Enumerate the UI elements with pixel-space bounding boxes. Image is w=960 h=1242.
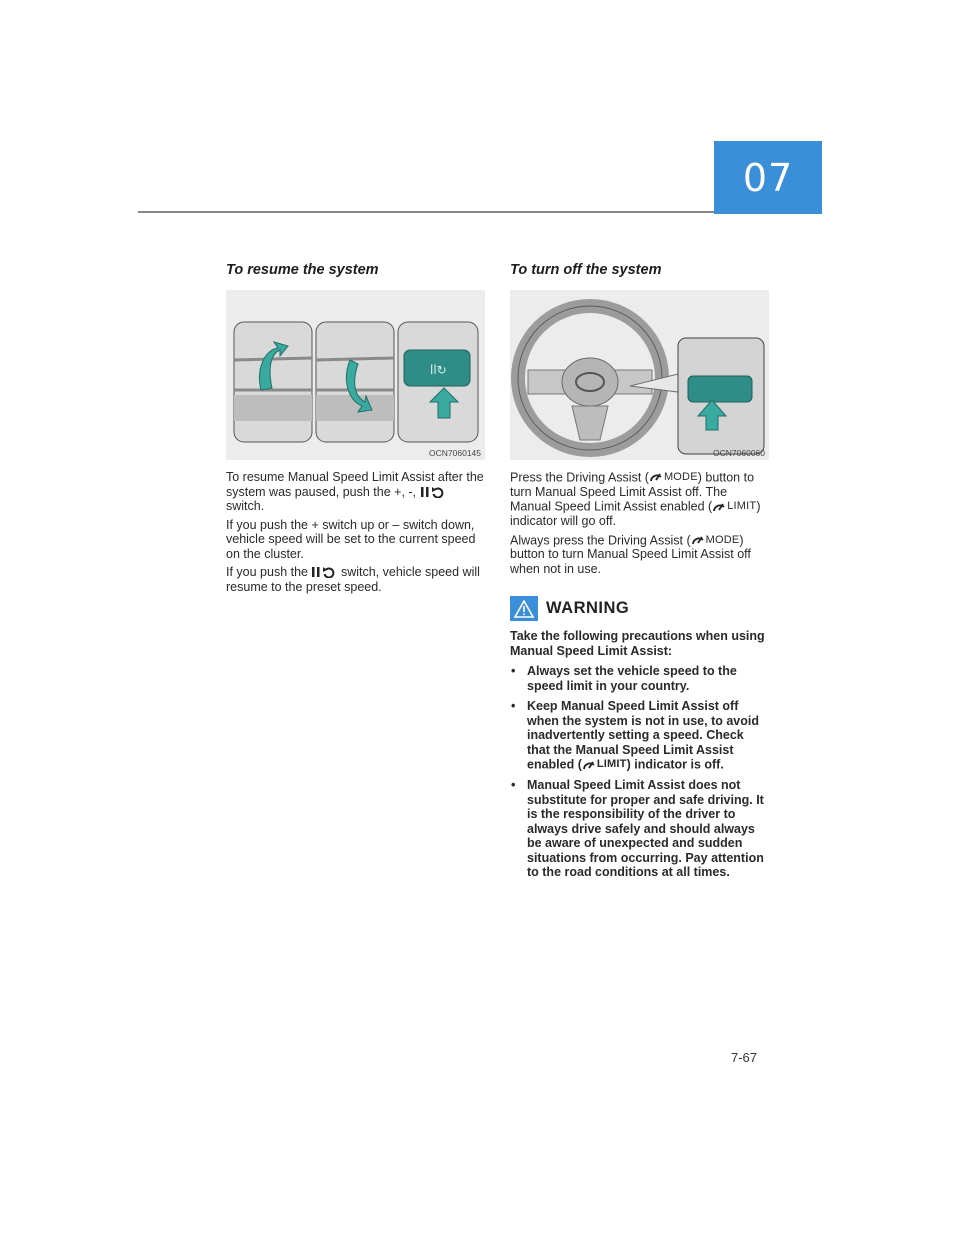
chapter-number: 07: [742, 155, 794, 200]
resume-switch-illustration: [226, 290, 485, 460]
limit-indicator-icon: LIMIT: [582, 757, 627, 772]
driving-assist-icon: MODE: [649, 470, 698, 485]
resume-switch-icon: [311, 566, 337, 578]
resume-switch-icon: [420, 486, 446, 498]
steering-wheel: [518, 306, 662, 450]
resume-paragraph-1: To resume Manual Speed Limit Assist after the system was paused, push the +, -, switch.: [226, 470, 484, 513]
figure-code: OCN7060060: [713, 448, 765, 458]
left-column: [226, 262, 486, 598]
steering-wheel-illustration: [510, 290, 769, 460]
resume-paragraph-3: If you push the switch, vehicle speed will resume to the preset speed.: [226, 565, 480, 594]
warning-intro: Take the following precautions when using Manual Speed Limit Assist:: [510, 629, 765, 658]
turn-off-heading: To turn off the system: [510, 262, 662, 278]
right-column: [510, 262, 770, 886]
warning-icon: [510, 596, 538, 621]
panel-press: [398, 322, 478, 442]
warning-item: • Keep Manual Speed Limit Assist off when the system is not in use, to avoid inadvertently setting a speed. Check that the Manual Speed Limit Assist enabled ( LIMIT ) indicator is off.: [511, 699, 759, 772]
warning-title: WARNING: [546, 599, 630, 618]
panel-up: [234, 322, 312, 442]
resume-heading: To resume the system: [226, 262, 379, 278]
resume-figure: [226, 290, 485, 460]
resume-paragraph-2: If you push the + switch up or – switch down, vehicle speed will be set to the current speed on the cluster.: [226, 517, 476, 561]
panel-down: [316, 322, 394, 442]
page-number: 7-67: [731, 1050, 758, 1065]
driving-assist-icon: MODE: [691, 533, 740, 548]
limit-indicator-icon: LIMIT: [712, 499, 756, 514]
turn-off-paragraph-2: Always press the Driving Assist ( MODE ) button to turn Manual Speed Limit Assist off when not in use.: [510, 532, 751, 576]
button-detail: [678, 338, 764, 454]
warning-header: [510, 596, 770, 621]
warning-list: [510, 664, 770, 879]
svg-text:ll↻: ll↻: [430, 363, 447, 377]
chapter-tab: [714, 141, 822, 214]
warning-item: • Always set the vehicle speed to the speed limit in your country.: [511, 664, 737, 693]
figure-code: OCN7060145: [429, 448, 481, 458]
header-rule: [138, 211, 714, 213]
turn-off-figure: [510, 290, 769, 460]
turn-off-paragraph-1: Press the Driving Assist ( MODE ) button to turn Manual Speed Limit Assist off. The Manual Speed Limit Assist enabled ( LIMIT ) indicator will go off.: [510, 470, 761, 528]
warning-item: • Manual Speed Limit Assist does not substitute for proper and safe driving. It is the responsibility of the driver to always drive safely and should always be aware of unexpected and sudden situations from occurring. Pay attention to the road conditions at all times.: [511, 778, 764, 879]
